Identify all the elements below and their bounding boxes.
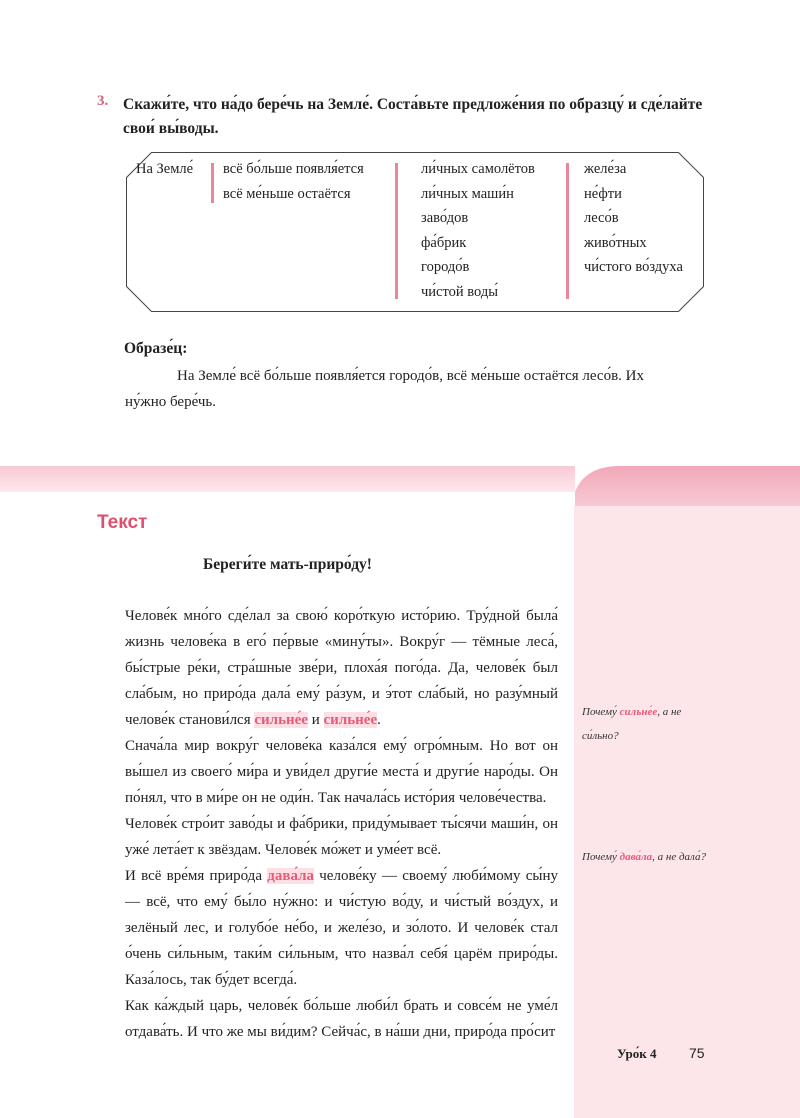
table-cell: чи́стого во́здуха bbox=[584, 259, 683, 275]
table-corner-bottom-left bbox=[126, 286, 152, 312]
table-cell: не́фти bbox=[584, 185, 622, 202]
table-cell: живо́тных bbox=[584, 234, 647, 251]
section-band-curve bbox=[575, 466, 800, 506]
table-cell: фа́брик bbox=[421, 234, 467, 251]
table-separator bbox=[395, 163, 398, 299]
paragraph: Как ка́ждый царь, челове́к бо́льше люби́л брать и совсе́м не уме́л отдава́ть. И что же мы ви́дим? Сейча́с, в на́ши дни, приро́да про́сит bbox=[125, 998, 558, 1040]
table-col4 bbox=[584, 157, 683, 280]
table-cell: лесо́в bbox=[584, 210, 619, 226]
section-title: Текст bbox=[97, 512, 148, 533]
highlighted-word: дава́ла bbox=[267, 868, 314, 884]
word-table bbox=[126, 152, 704, 312]
table-cell: ли́чных самолётов bbox=[421, 161, 535, 177]
side-note-2 bbox=[582, 845, 752, 869]
table-cell: На Земле́ bbox=[136, 161, 194, 177]
sample-title: Образе́ц: bbox=[124, 340, 188, 357]
paragraph-text: Челове́к мно́го сде́лал за свою́ коро́ткую исто́рию. Тру́дной была́ жизнь челове́ка в его́ пе́рвые «мину́ты». Вокру́г — тёмные леса́, бы́стрые ре́ки, стра́шные зве́ри, плоха́я пого́да. Да, челове́к был сла́бым, но приро́да дала́ ему́ ра́зум, и э́тот сла́бый, но разу́мный челове́к станови́лся bbox=[125, 608, 558, 728]
task-number: 3. bbox=[97, 93, 109, 109]
section-band bbox=[0, 466, 575, 492]
highlighted-word: сильне́е bbox=[254, 712, 308, 728]
table-cell: всё ме́ньше остаётся bbox=[223, 185, 351, 202]
side-note-text: , а не дала́? bbox=[652, 851, 706, 863]
table-cell: ли́чных маши́н bbox=[421, 185, 514, 202]
lesson-label: Уро́к 4 bbox=[617, 1046, 657, 1061]
paragraph bbox=[125, 603, 558, 733]
side-note-text: Почему́ bbox=[582, 851, 620, 863]
paragraph-text: челове́ку — своему́ люби́мому сы́ну — всё, что ему́ бы́ло ну́жно: и чи́стую во́ду, и чи́стый во́здух, и зелёный лес, и голубо́е не́бо, и желе́зо, и зо́лото. И челове́к стал о́чень си́льным, таки́м си́льным, что назва́л себя́ царём приро́ды. Каза́лось, так бу́дет всегда́. bbox=[125, 868, 559, 988]
paragraph: Снача́ла мир вокру́г челове́ка каза́лся ему́ огро́мным. Но вот он вы́шел из своего́ ми́ра и уви́дел други́е места́ и други́е наро́ды. Он по́нял, что в ми́ре он не оди́н. Так начала́сь исто́рия челове́чества. bbox=[125, 738, 558, 806]
task-instruction: Скажи́те, что на́до бере́чь на Земле́. Соста́вьте предложе́ния по образцу́ и сде́лайте свои́ вы́воды. bbox=[123, 96, 703, 137]
side-note-highlight: сильне́е bbox=[619, 706, 658, 718]
highlighted-word: сильне́е bbox=[323, 712, 378, 728]
table-col2 bbox=[223, 157, 364, 206]
table-cell: желе́за bbox=[584, 161, 627, 177]
sample-text: На Земле́ всё бо́льше появля́ется городо́в, всё ме́ньше остаётся лесо́в. Их ну́жно бере́чь. bbox=[125, 368, 645, 410]
text-title: Береги́те мать-приро́ду! bbox=[203, 556, 372, 573]
side-note-highlight: дава́ла bbox=[619, 851, 653, 863]
paragraph-text: и bbox=[307, 712, 324, 728]
paragraph: Челове́к стро́ит заво́ды и фа́брики, приду́мывает ты́сячи маши́н, он уже́ лета́ет к звёздам. Челове́к мо́жет и уме́ет всё. bbox=[125, 816, 558, 858]
table-corner-bottom-right bbox=[678, 286, 704, 312]
paragraph-text: . bbox=[377, 712, 381, 728]
table-separator bbox=[566, 163, 569, 299]
table-col1 bbox=[136, 157, 193, 182]
table-cell: городо́в bbox=[421, 259, 470, 275]
paragraph bbox=[125, 863, 558, 993]
page-number: 75 bbox=[689, 1045, 705, 1061]
margin-column bbox=[574, 506, 800, 1118]
side-note-text: Почему́ bbox=[582, 706, 620, 718]
paragraph-text: И всё вре́мя приро́да bbox=[125, 868, 268, 884]
table-cell: всё бо́льше появля́ется bbox=[223, 161, 364, 177]
table-cell: заво́дов bbox=[421, 210, 469, 226]
side-note-1 bbox=[582, 700, 712, 748]
table-cell: чи́стой воды́ bbox=[421, 283, 498, 300]
table-separator bbox=[211, 163, 214, 203]
table-col3 bbox=[421, 157, 535, 304]
side-note-text: , а не си́льно? bbox=[582, 706, 682, 742]
body-text bbox=[125, 603, 558, 1045]
